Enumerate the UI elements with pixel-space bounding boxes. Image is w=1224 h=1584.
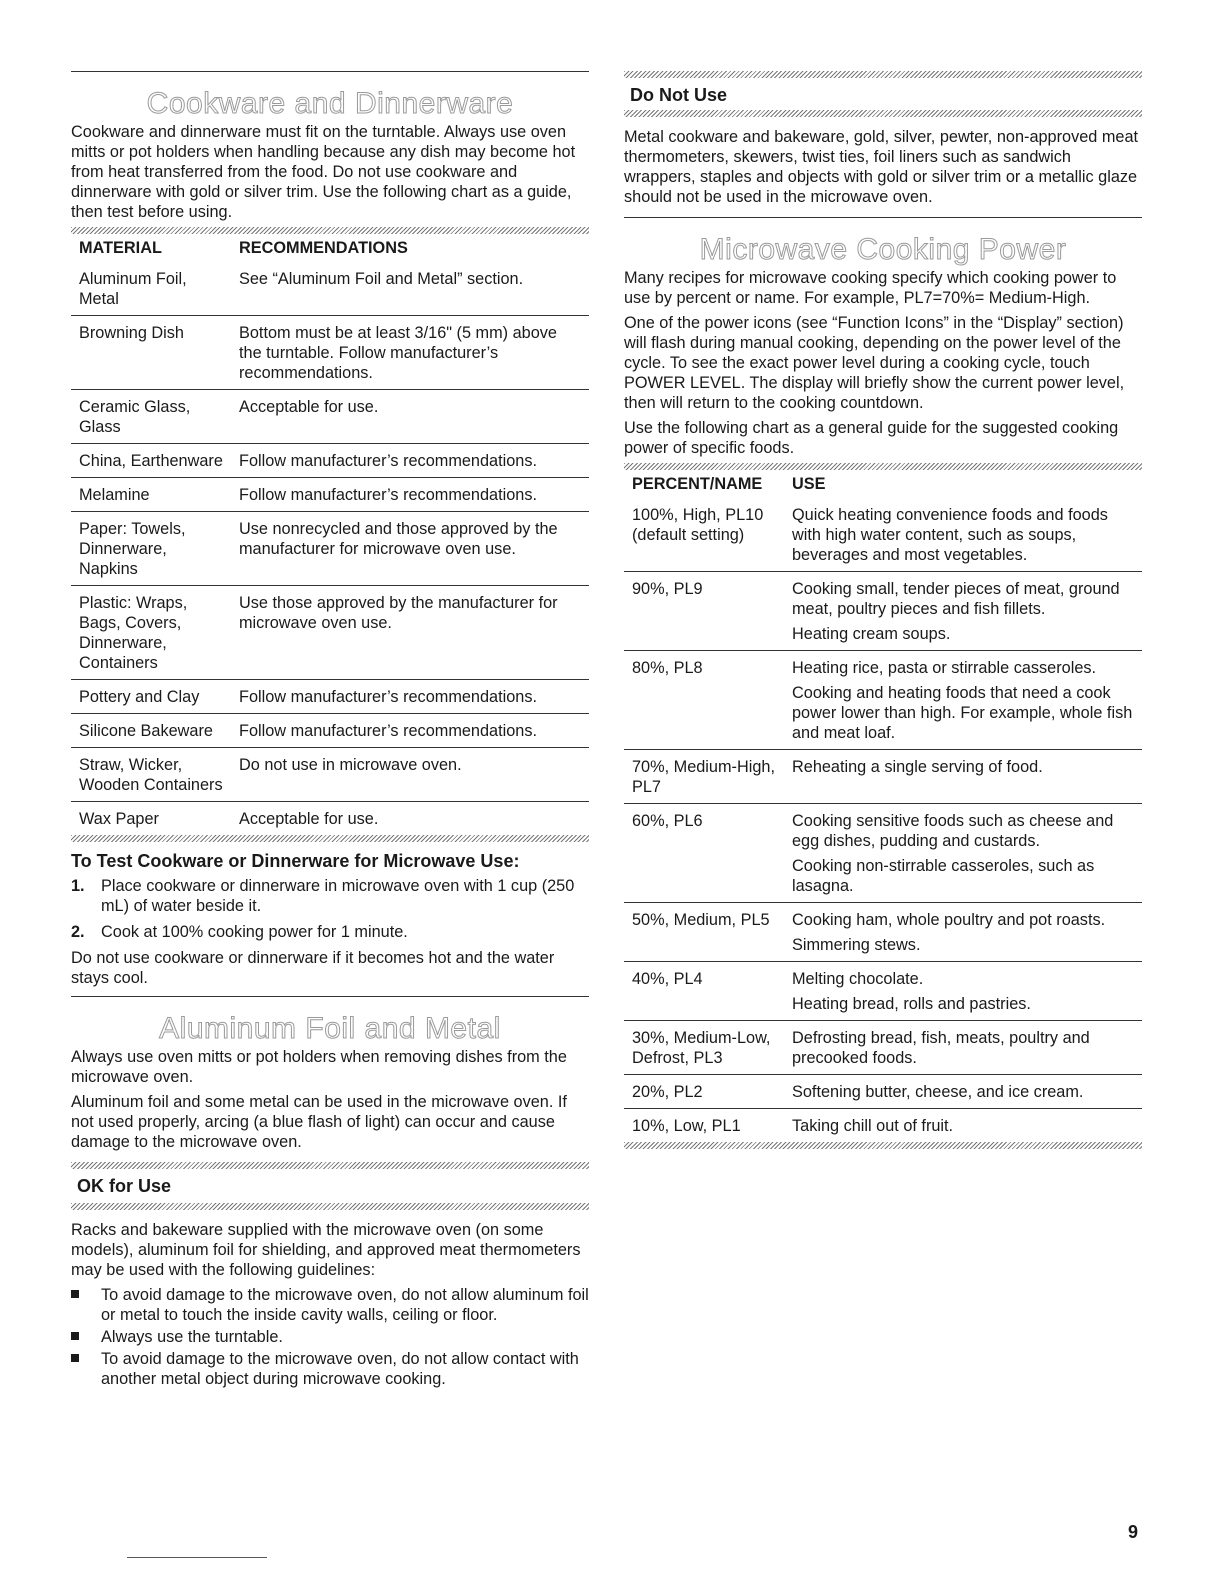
cookware-table xyxy=(71,234,589,835)
list-item xyxy=(71,922,589,942)
recommendation-cell: Use those approved by the manufacturer for microwave oven use. xyxy=(231,586,589,680)
ok-for-use-heading: OK for Use xyxy=(77,1176,172,1196)
power-table xyxy=(624,470,1142,1142)
use-text: Cooking and heating foods that need a cook power lower than high. For example, whole fish and meat loaf. xyxy=(792,684,1133,742)
cookware-intro: Cookware and dinnerware must fit on the turntable. Always use oven mitts or pot holders when handling because any dish may become hot from heat transferred from the food. Do not use cookware and dinnerware with gold or silver trim. Use the following chart as a guide, then test before using. xyxy=(71,123,576,221)
step-number: 1. xyxy=(71,877,85,895)
use-cell xyxy=(784,804,1142,903)
right-column xyxy=(624,71,1142,1149)
bullet-text: To avoid damage to the microwave oven, do not allow aluminum foil or metal to touch the inside cavity walls, ceiling or floor. xyxy=(101,1286,589,1324)
recommendation-cell: Use nonrecycled and those approved by the manufacturer for microwave oven use. xyxy=(231,512,589,586)
use-cell xyxy=(784,651,1142,750)
use-text: Heating cream soups. xyxy=(792,625,951,643)
use-cell xyxy=(784,498,1142,572)
hatch-divider xyxy=(624,71,1142,78)
power-level-cell: 70%, Medium-High, PL7 xyxy=(624,750,784,804)
use-column-header: USE xyxy=(792,475,826,493)
recommendation-cell: See “Aluminum Foil and Metal” section. xyxy=(231,262,589,316)
list-item xyxy=(71,1349,589,1389)
ok-for-use-text: Racks and bakeware supplied with the microwave oven (on some models), aluminum foil for shielding, and approved meat thermometers may be used with the following guidelines: xyxy=(71,1221,581,1279)
power-level-cell: 80%, PL8 xyxy=(624,651,784,750)
bullet-text: To avoid damage to the microwave oven, do not allow contact with another metal object during microwave cooking. xyxy=(101,1350,579,1388)
table-row xyxy=(71,444,589,478)
use-cell xyxy=(784,1075,1142,1109)
test-note: Do not use cookware or dinnerware if it becomes hot and the water stays cool. xyxy=(71,949,555,987)
table-row xyxy=(71,748,589,802)
table-row xyxy=(624,903,1142,962)
hatch-divider xyxy=(71,1162,589,1169)
power-level-cell: 50%, Medium, PL5 xyxy=(624,903,784,962)
step-text: Place cookware or dinnerware in microwave oven with 1 cup (250 mL) of water beside it. xyxy=(101,877,575,915)
ok-for-use-list xyxy=(71,1285,589,1389)
recommendation-cell: Bottom must be at least 3/16" (5 mm) above the turntable. Follow manufacturer’s recommendations. xyxy=(231,316,589,390)
material-column-header: MATERIAL xyxy=(79,239,162,257)
power-paragraph-3: Use the following chart as a general guide for the suggested cooking power of specific foods. xyxy=(624,419,1119,457)
material-cell: Straw, Wicker, Wooden Containers xyxy=(71,748,231,802)
table-row xyxy=(71,802,589,836)
table-row xyxy=(624,962,1142,1021)
use-text: Defrosting bread, fish, meats, poultry and precooked foods. xyxy=(792,1029,1090,1067)
use-cell xyxy=(784,962,1142,1021)
aluminum-paragraph-2: Aluminum foil and some metal can be used in the microwave oven. If not used properly, arcing (a blue flash of light) can occur and cause damage to the microwave oven. xyxy=(71,1093,567,1151)
use-text: Cooking non-stirrable casseroles, such as lasagna. xyxy=(792,857,1095,895)
material-cell: Melamine xyxy=(71,478,231,512)
section-divider xyxy=(71,71,589,72)
use-text: Heating rice, pasta or stirrable casseroles. xyxy=(792,659,1097,677)
power-table-body xyxy=(624,498,1142,1142)
table-row xyxy=(624,651,1142,750)
material-cell: China, Earthenware xyxy=(71,444,231,478)
hatch-divider xyxy=(71,835,589,842)
table-row xyxy=(624,498,1142,572)
power-paragraph-1: Many recipes for microwave cooking specify which cooking power to use by percent or name. For example, PL7=70%= Medium-High. xyxy=(624,269,1117,307)
table-row xyxy=(71,714,589,748)
power-paragraph-2: One of the power icons (see “Function Icons” in the “Display” section) will flash during manual cooking, depending on the power level of the cycle. To see the exact power level during a cooking cycle, touch POWER LEVEL. The display will briefly show the current power level, then will return to the cooking countdown. xyxy=(624,314,1125,412)
table-row xyxy=(624,804,1142,903)
table-row xyxy=(624,1109,1142,1143)
table-row xyxy=(71,262,589,316)
use-cell xyxy=(784,750,1142,804)
table-row xyxy=(71,586,589,680)
recommendation-cell: Follow manufacturer’s recommendations. xyxy=(231,714,589,748)
use-cell xyxy=(784,1021,1142,1075)
hatch-divider xyxy=(71,227,589,234)
cookware-table-body xyxy=(71,262,589,835)
hatch-divider xyxy=(71,1203,589,1210)
table-row xyxy=(71,680,589,714)
hatch-divider xyxy=(624,1142,1142,1149)
step-number: 2. xyxy=(71,923,85,941)
use-text: Cooking small, tender pieces of meat, ground meat, poultry pieces and fish fillets. xyxy=(792,580,1120,618)
aluminum-paragraph-1: Always use oven mitts or pot holders when removing dishes from the microwave oven. xyxy=(71,1048,567,1086)
recommendation-cell: Do not use in microwave oven. xyxy=(231,748,589,802)
table-row xyxy=(624,1021,1142,1075)
material-cell: Plastic: Wraps, Bags, Covers, Dinnerware, Containers xyxy=(71,586,231,680)
list-item xyxy=(71,1327,589,1347)
material-cell: Aluminum Foil, Metal xyxy=(71,262,231,316)
hatch-divider xyxy=(624,463,1142,470)
material-cell: Browning Dish xyxy=(71,316,231,390)
use-text: Cooking ham, whole poultry and pot roasts. xyxy=(792,911,1106,929)
hatch-divider xyxy=(624,110,1142,117)
percent-name-column-header: PERCENT/NAME xyxy=(632,475,763,493)
material-cell: Paper: Towels, Dinnerware, Napkins xyxy=(71,512,231,586)
step-text: Cook at 100% cooking power for 1 minute. xyxy=(101,923,408,941)
material-cell: Pottery and Clay xyxy=(71,680,231,714)
recommendations-column-header: RECOMMENDATIONS xyxy=(239,239,408,257)
power-level-cell: 60%, PL6 xyxy=(624,804,784,903)
section-divider xyxy=(624,217,1142,218)
use-text: Heating bread, rolls and pastries. xyxy=(792,995,1031,1013)
test-cookware-heading: To Test Cookware or Dinnerware for Microwave Use: xyxy=(71,851,520,871)
table-row xyxy=(624,750,1142,804)
material-cell: Silicone Bakeware xyxy=(71,714,231,748)
cookware-section-title: Cookware and Dinnerware xyxy=(146,87,514,120)
table-row xyxy=(71,478,589,512)
table-row xyxy=(71,390,589,444)
power-level-cell: 90%, PL9 xyxy=(624,572,784,651)
material-cell: Ceramic Glass, Glass xyxy=(71,390,231,444)
recommendation-cell: Acceptable for use. xyxy=(239,810,379,828)
recommendation-cell: Follow manufacturer’s recommendations. xyxy=(231,680,589,714)
use-text: Taking chill out of fruit. xyxy=(792,1117,954,1135)
table-row xyxy=(71,512,589,586)
bullet-icon xyxy=(71,1354,79,1362)
footer-line xyxy=(127,1557,267,1558)
use-cell xyxy=(784,572,1142,651)
use-text: Melting chocolate. xyxy=(792,970,924,988)
table-row xyxy=(624,572,1142,651)
do-not-use-text: Metal cookware and bakeware, gold, silver, pewter, non-approved meat thermometers, skewers, twist ties, foil liners such as sandwich wrappers, staples and objects with gold or silver trim or a metallic glaze should not be used in the microwave oven. xyxy=(624,128,1139,206)
bullet-text: Always use the turntable. xyxy=(101,1328,283,1346)
bullet-icon xyxy=(71,1290,79,1298)
use-cell xyxy=(784,903,1142,962)
power-level-cell: 100%, High, PL10 (default setting) xyxy=(624,498,784,572)
do-not-use-heading: Do Not Use xyxy=(630,85,728,105)
bullet-icon xyxy=(71,1332,79,1340)
list-item xyxy=(71,1285,589,1325)
use-text: Softening butter, cheese, and ice cream. xyxy=(792,1083,1084,1101)
test-steps-list xyxy=(71,876,589,942)
recommendation-cell: Follow manufacturer’s recommendations. xyxy=(231,478,589,512)
section-divider xyxy=(71,996,589,997)
aluminum-section-title: Aluminum Foil and Metal xyxy=(159,1012,501,1045)
power-section-title: Microwave Cooking Power xyxy=(699,233,1067,266)
table-row xyxy=(624,1075,1142,1109)
recommendation-cell: Follow manufacturer’s recommendations. xyxy=(231,444,589,478)
use-text: Cooking sensitive foods such as cheese and egg dishes, pudding and custards. xyxy=(792,812,1114,850)
use-cell xyxy=(784,1109,1142,1143)
left-column xyxy=(71,71,589,1391)
power-level-cell: 10%, Low, PL1 xyxy=(632,1117,741,1135)
power-level-cell: 20%, PL2 xyxy=(624,1075,784,1109)
use-text: Quick heating convenience foods and foods with high water content, such as soups, beverages and most vegetables. xyxy=(792,506,1108,564)
material-cell: Wax Paper xyxy=(79,810,159,828)
power-level-cell: 30%, Medium-Low, Defrost, PL3 xyxy=(624,1021,784,1075)
use-text: Reheating a single serving of food. xyxy=(792,758,1043,776)
list-item xyxy=(71,876,589,916)
use-text: Simmering stews. xyxy=(792,936,921,954)
power-level-cell: 40%, PL4 xyxy=(624,962,784,1021)
table-row xyxy=(71,316,589,390)
recommendation-cell: Acceptable for use. xyxy=(231,390,589,444)
page-number: 9 xyxy=(1128,1522,1139,1542)
